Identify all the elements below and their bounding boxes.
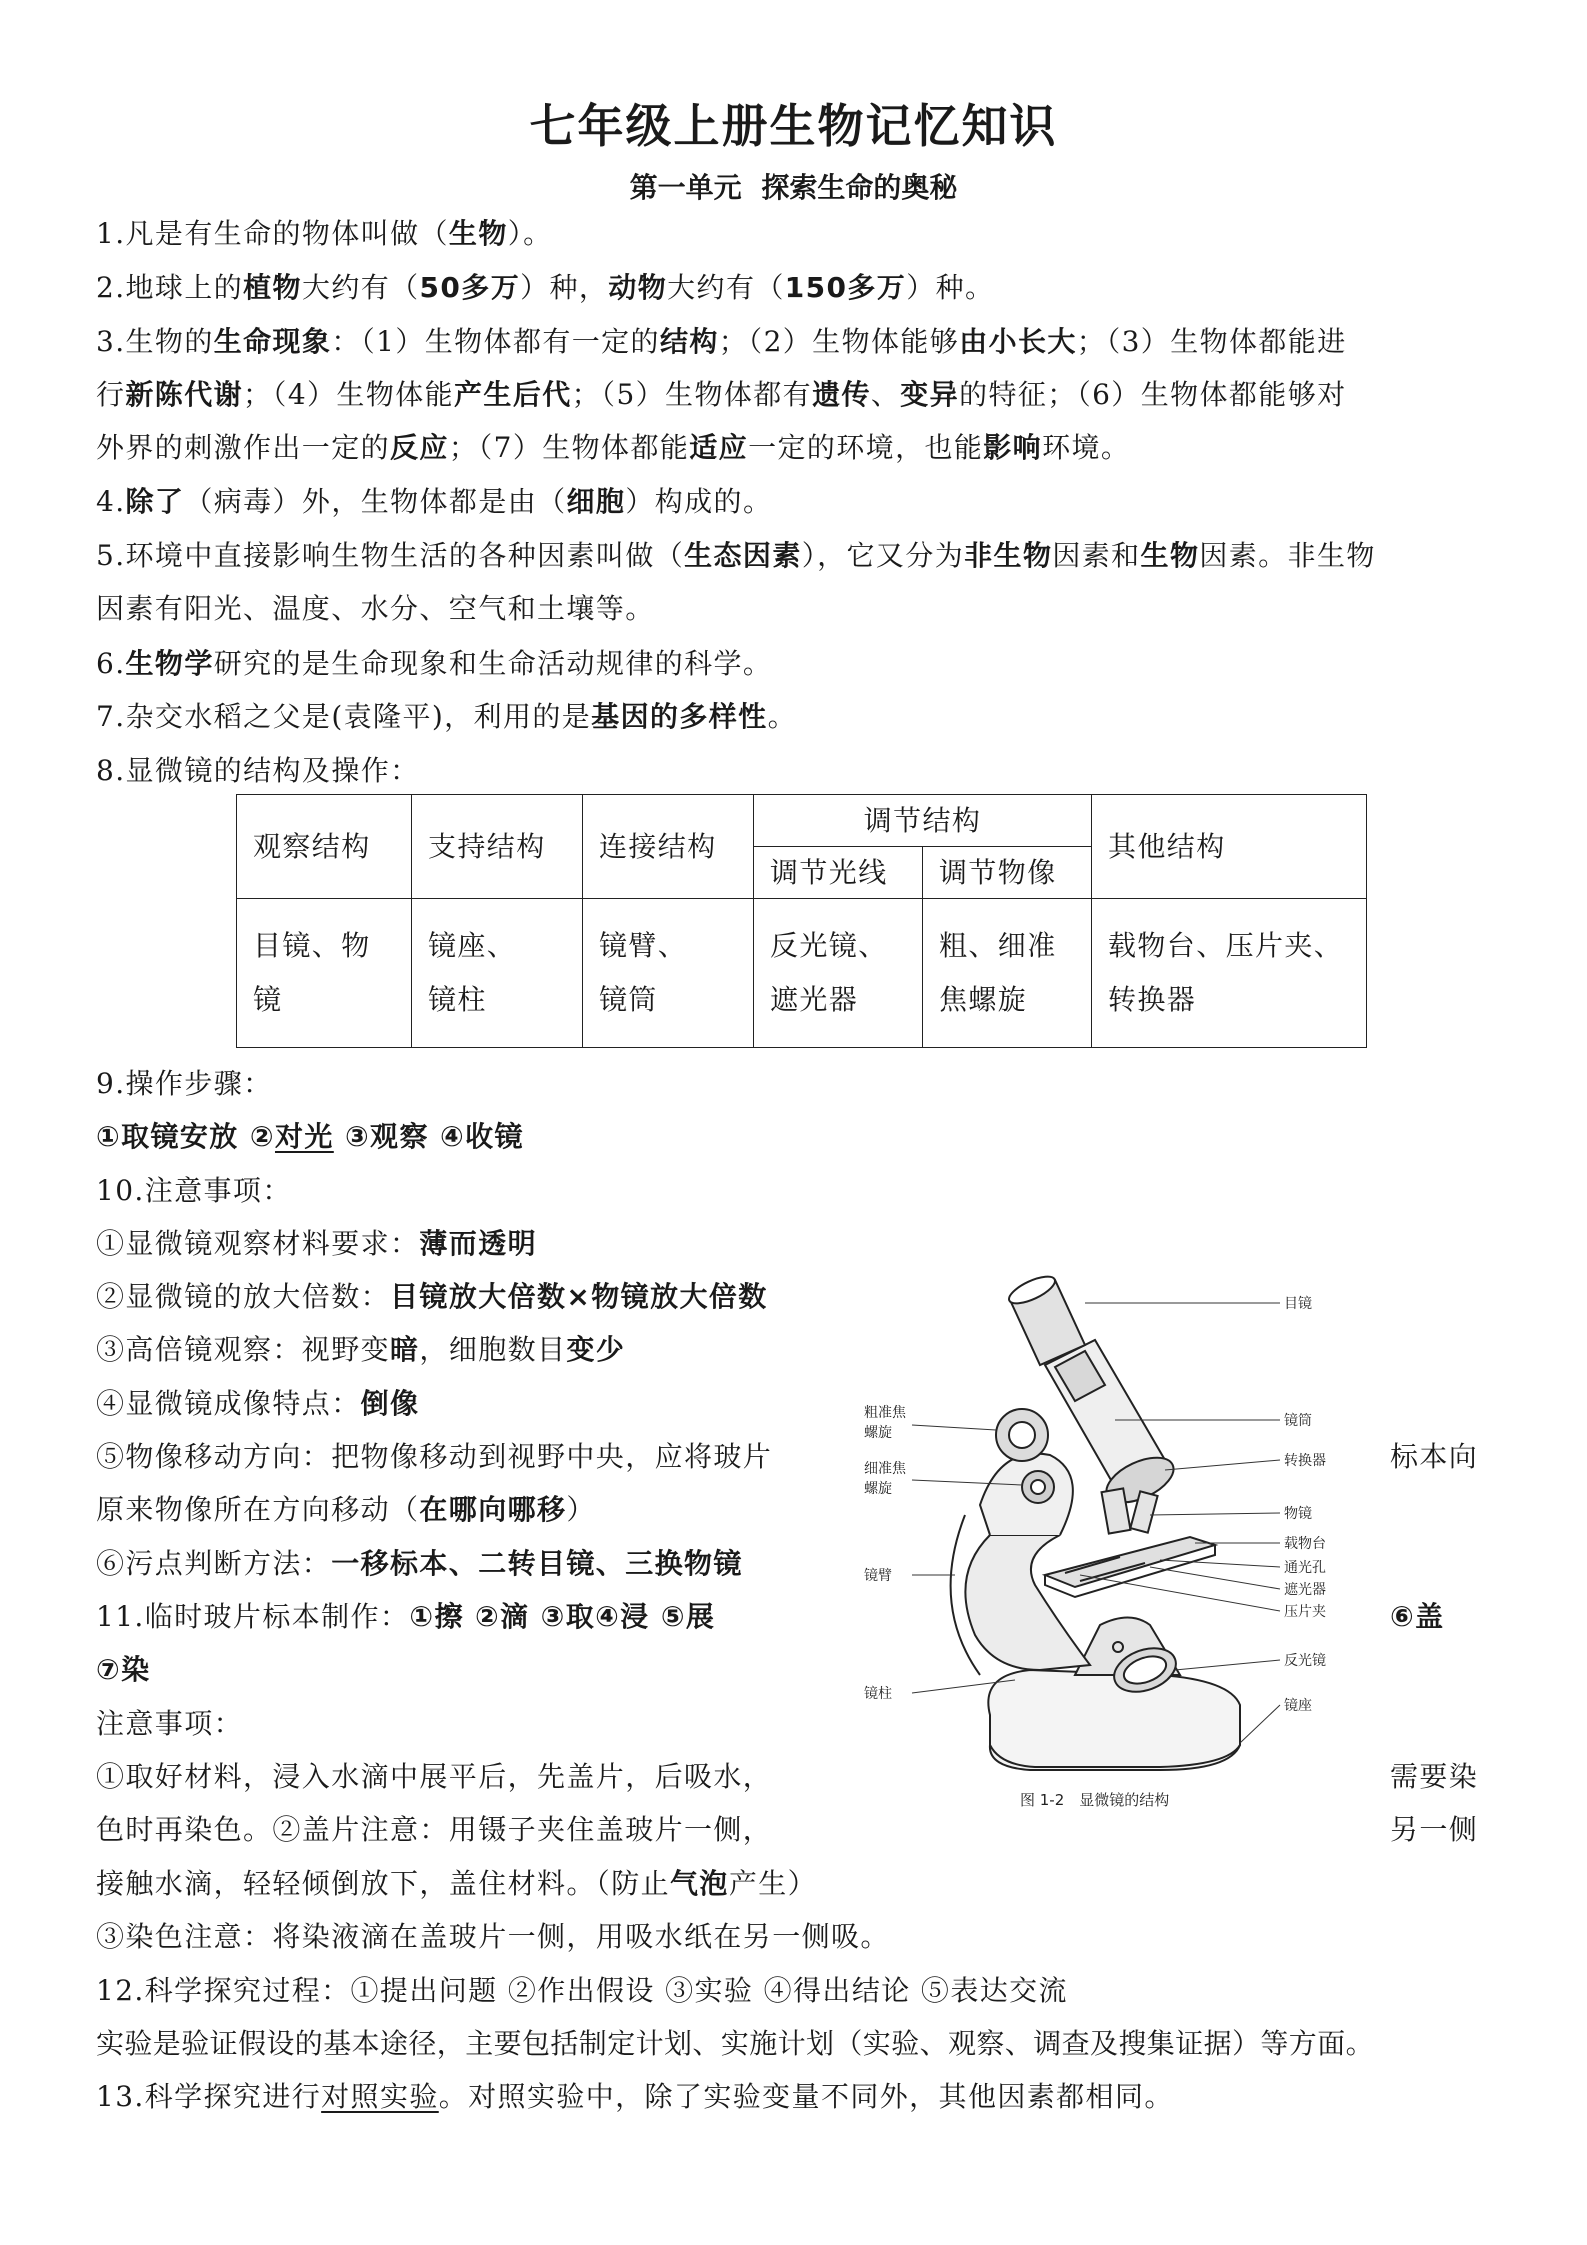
underlined-term: 对照实验 <box>321 2080 439 2113</box>
text: ；（4）生物体能 <box>243 378 455 411</box>
item-12: 12.科学探究过程：①提出问题 ②作出假设 ③实验 ④得出结论 ⑤表达交流 <box>96 1974 1068 2007</box>
item-13 <box>96 2077 1174 2117</box>
text: 接触水滴，轻轻倾倒放下，盖住材料。（防止 <box>96 1867 671 1900</box>
label-mirror: 反光镜 <box>1284 1653 1326 1669</box>
text: ③高倍镜观察：视野变 <box>96 1333 391 1366</box>
item-5-line-1 <box>96 536 1376 576</box>
label-coarse-adjust: 粗准焦 <box>864 1405 906 1421</box>
note-5-line-1: ⑤物像移动方向：把物像移动到视野中央，应将玻片 <box>96 1440 773 1473</box>
text: （病毒）外，生物体都是由（ <box>184 485 567 518</box>
table-header: 连接结构 <box>583 795 754 899</box>
bold-term: 反应 <box>390 431 449 464</box>
table-header: 其他结构 <box>1092 795 1367 899</box>
text: 研究的是生命现象和生命活动规律的科学。 <box>213 647 773 680</box>
bold-term: 细胞 <box>566 485 626 518</box>
item-8: 8.显微镜的结构及操作： <box>96 754 420 787</box>
note-2 <box>96 1277 768 1317</box>
bold-term: 倒像 <box>360 1387 420 1420</box>
text: ）种。 <box>906 271 995 304</box>
text: 6. <box>96 647 126 680</box>
unit-title: 第一单元 探索生命的奥秘 <box>629 171 958 204</box>
text: ④收镜 <box>440 1120 524 1153</box>
text: 外界的刺激作出一定的 <box>96 431 391 464</box>
tip-1-line-3 <box>96 1864 817 1904</box>
label-coarse-adjust-2: 螺旋 <box>864 1425 892 1441</box>
text: 2.地球上的 <box>96 271 244 304</box>
text: 。 <box>767 700 797 733</box>
item-11-right: ⑥盖 <box>1390 1600 1445 1633</box>
item-4 <box>96 482 772 522</box>
text: ），它又分为 <box>801 539 965 572</box>
text: 镜臂、 <box>599 929 688 962</box>
bold-term: 生物 <box>448 217 508 250</box>
microscope-diagram <box>860 1275 1420 1815</box>
note-6 <box>96 1544 743 1584</box>
text: ② <box>249 1120 275 1153</box>
text: 大约有（ <box>301 271 420 304</box>
label-fine-adjust-2: 螺旋 <box>864 1481 892 1497</box>
text: ） <box>566 1493 596 1526</box>
text: 产生） <box>728 1867 818 1900</box>
item-5-line-2: 因素有阳光、温度、水分、空气和土壤等。 <box>96 592 655 625</box>
text: 焦螺旋 <box>939 983 1028 1016</box>
label-clip: 压片夹 <box>1284 1604 1326 1620</box>
bold-term: 50多万 <box>419 271 521 304</box>
underlined-term: 对光 <box>274 1120 334 1153</box>
text: 因素。非生物 <box>1199 539 1376 572</box>
bold-term: 生物 <box>1140 539 1200 572</box>
text: 遮光器 <box>770 983 859 1016</box>
label-pillar: 镜柱 <box>864 1686 892 1702</box>
note-5-line-2 <box>96 1490 596 1530</box>
text: 7.杂交水稻之父是(袁隆平)，利用的是 <box>96 700 592 733</box>
tip-1-right-2: 另一侧 <box>1390 1813 1479 1846</box>
text: 的特征；（6）生物体都能够对 <box>959 378 1347 411</box>
bold-term: 非生物 <box>964 539 1053 572</box>
table-header: 观察结构 <box>237 795 412 899</box>
label-nosepiece: 转换器 <box>1284 1453 1326 1469</box>
bold-term: 150多万 <box>784 271 907 304</box>
item-2 <box>96 268 994 308</box>
item-6 <box>96 644 772 684</box>
tip-1-line-2: 色时再染色。②盖片注意：用镊子夹住盖玻片一侧， <box>96 1813 773 1846</box>
item-3-line-3 <box>96 428 1130 468</box>
figure-caption: 图 1-2 显微镜的结构 <box>1020 1791 1170 1809</box>
item-7 <box>96 697 797 737</box>
text: 转换器 <box>1108 983 1197 1016</box>
text: 行 <box>96 378 126 411</box>
tip-1-line-1: ①取好材料，浸入水滴中展平后，先盖片，后吸水， <box>96 1760 773 1793</box>
table-cell: 目镜、物镜 <box>237 899 412 1048</box>
note-1 <box>96 1224 537 1264</box>
label-eyepiece: 目镜 <box>1284 1296 1312 1312</box>
operation-steps <box>96 1117 524 1157</box>
text: ；（3）生物体都能进 <box>1076 325 1347 358</box>
item-11-note: 注意事项： <box>96 1707 244 1740</box>
item-1 <box>96 214 553 254</box>
text: ）。 <box>507 217 553 250</box>
text: ⑥污点判断方法： <box>96 1547 332 1580</box>
text: ；（7）生物体都能 <box>448 431 690 464</box>
text: 镜筒 <box>599 983 658 1016</box>
text: 载物台、压片夹、 <box>1108 929 1344 962</box>
table-cell <box>412 899 583 1048</box>
text: 镜柱 <box>428 983 487 1016</box>
bold-term: 生命现象 <box>213 325 332 358</box>
bold-term: 遗传 <box>812 378 871 411</box>
microscope-structure-table <box>236 794 1367 1048</box>
tip-1-right-1: 需要染 <box>1390 1760 1479 1793</box>
label-arm: 镜臂 <box>864 1568 892 1584</box>
bold-term: 在哪向哪移 <box>419 1493 567 1526</box>
text: 、 <box>870 378 901 411</box>
note-4 <box>96 1384 419 1424</box>
text: ）构成的。 <box>625 485 773 518</box>
item-3-line-2 <box>96 375 1347 415</box>
bold-term: 变少 <box>566 1333 626 1366</box>
bold-term: 生态因素 <box>684 539 802 572</box>
label-diaphragm: 遮光器 <box>1284 1582 1326 1598</box>
text: ：（1）生物体都有一定的 <box>331 325 660 358</box>
table-cell <box>583 899 754 1048</box>
label-tube: 镜筒 <box>1284 1413 1312 1429</box>
item-12-line-2: 实验是验证假设的基本途径，主要包括制定计划、实施计划（实验、观察、调查及搜集证据）等方面。 <box>96 2027 1375 2060</box>
text: 反光镜、 <box>770 929 888 962</box>
bold-term: 动物 <box>608 271 668 304</box>
bold-term: 气泡 <box>670 1867 729 1900</box>
text: 原来物像所在方向移动（ <box>96 1493 420 1526</box>
text: 粗、细准 <box>939 929 1057 962</box>
item-10: 10.注意事项： <box>96 1174 292 1207</box>
microscope-drawing <box>951 1275 1240 1770</box>
bold-term: 一移标本、二转目镜、三换物镜 <box>331 1547 743 1580</box>
note-5-right: 标本向 <box>1390 1440 1479 1473</box>
text: ④显微镜成像特点： <box>96 1387 361 1420</box>
text: 因素和 <box>1052 539 1141 572</box>
bold-term: 产生后代 <box>454 378 572 411</box>
tip-3: ③染色注意：将染液滴在盖玻片一侧，用吸水纸在另一侧吸。 <box>96 1920 890 1953</box>
text: 一定的环境，也能 <box>748 431 984 464</box>
bold-term: 影响 <box>983 431 1043 464</box>
page-title: 七年级上册生物记忆知识 <box>529 99 1058 153</box>
label-fine-adjust: 细准焦 <box>864 1461 906 1477</box>
note-3 <box>96 1330 625 1370</box>
text: 1.凡是有生命的物体叫做（ <box>96 217 449 250</box>
text: 大约有（ <box>667 271 785 304</box>
label-light-hole: 通光孔 <box>1284 1560 1326 1576</box>
bold-term: 结构 <box>659 325 719 358</box>
item-9: 9.操作步骤： <box>96 1067 273 1100</box>
text: ②显微镜的放大倍数： <box>96 1280 391 1313</box>
bold-term: 由小长大 <box>959 325 1077 358</box>
item-11 <box>96 1597 715 1637</box>
text: 3.生物的 <box>96 325 214 358</box>
table-header: 支持结构 <box>412 795 583 899</box>
text: 。对照实验中，除了实验变量不同外，其他因素都相同。 <box>438 2080 1174 2113</box>
text: 11.临时玻片标本制作： <box>96 1600 410 1633</box>
text: ；（5）生物体都有 <box>571 378 813 411</box>
text: ①取镜安放 <box>96 1120 239 1153</box>
bold-term: 暗 <box>390 1333 420 1366</box>
item-3-line-1 <box>96 322 1347 362</box>
table-cell <box>754 899 923 1048</box>
bold-term: 新陈代谢 <box>125 378 244 411</box>
text: 13.科学探究进行 <box>96 2080 322 2113</box>
text: 5.环境中直接影响生物生活的各种因素叫做（ <box>96 539 685 572</box>
bold-term: 变异 <box>900 378 960 411</box>
table-subheader: 调节物像 <box>923 847 1092 899</box>
table-cell <box>1092 899 1367 1048</box>
table-cell <box>923 899 1092 1048</box>
bold-term: 生物学 <box>125 647 214 680</box>
bold-term: 除了 <box>125 485 185 518</box>
text: ③观察 <box>344 1120 429 1153</box>
bold-term: 薄而透明 <box>419 1227 538 1260</box>
text: ；（2）生物体能够 <box>718 325 960 358</box>
label-stage: 载物台 <box>1284 1536 1326 1552</box>
bold-term: 适应 <box>689 431 749 464</box>
table-subheader: 调节光线 <box>754 847 923 899</box>
item-11-line-2: ⑦染 <box>96 1653 151 1686</box>
bold-term: 植物 <box>243 271 302 304</box>
text: ①显微镜观察材料要求： <box>96 1227 420 1260</box>
bold-term: 基因的多样性 <box>591 700 768 733</box>
text: ，细胞数目 <box>419 1333 567 1366</box>
table-header: 调节结构 <box>754 795 1092 847</box>
text: 环境。 <box>1042 431 1131 464</box>
text: 4. <box>96 485 126 518</box>
text: ）种， <box>520 271 609 304</box>
bold-term: 目镜放大倍数×物镜放大倍数 <box>390 1280 768 1313</box>
label-base: 镜座 <box>1284 1698 1312 1714</box>
text: 镜座、 <box>428 929 517 962</box>
bold-term: ①擦 ②滴 ③取④浸 ⑤展 <box>409 1600 716 1633</box>
label-objective: 物镜 <box>1284 1506 1312 1522</box>
